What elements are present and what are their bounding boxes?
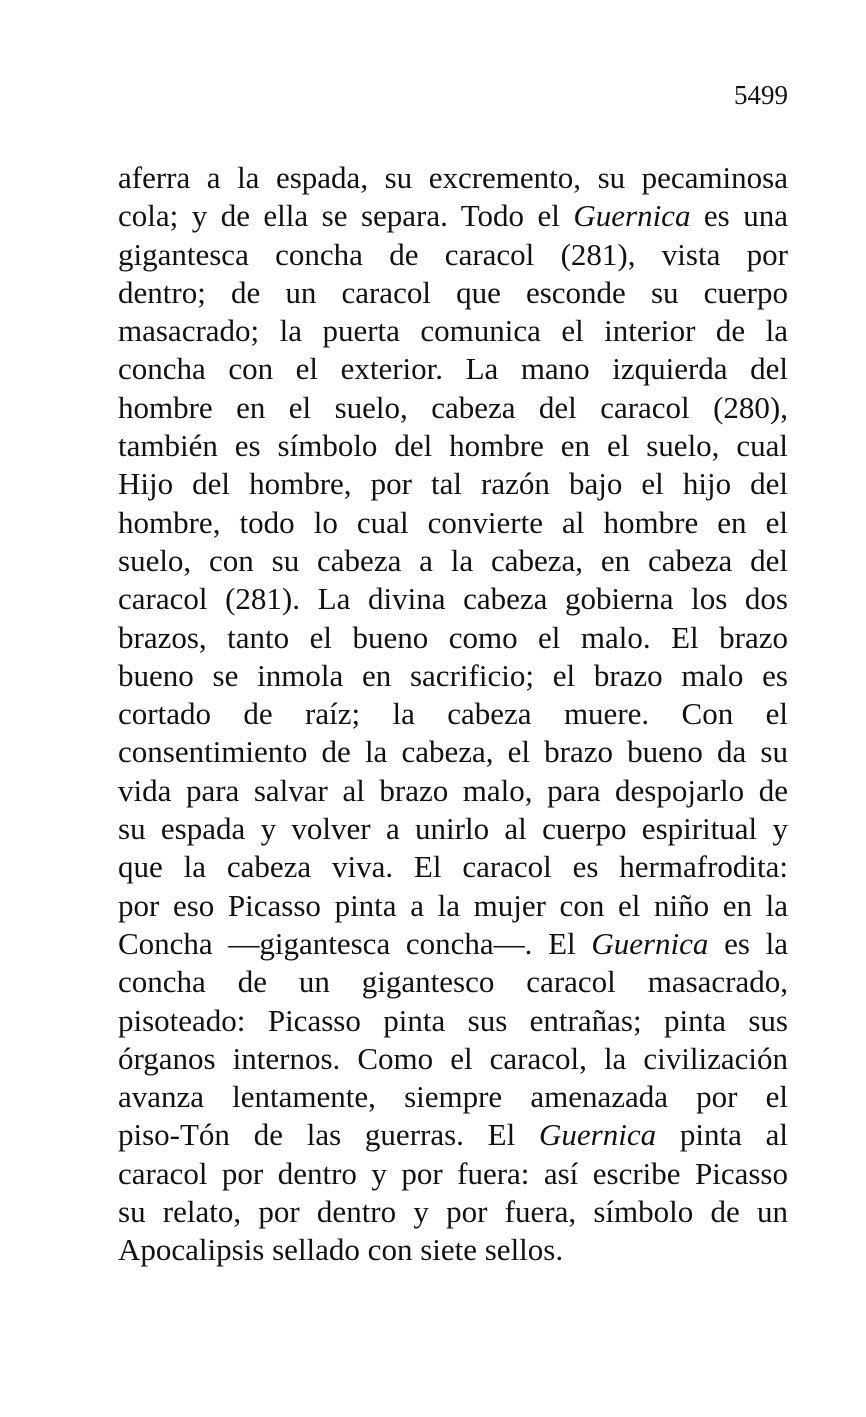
text-segment: aferra a la espada, su excremento, su pecaminosa xyxy=(118,160,788,195)
text-segment: bueno se inmola en sacrificio; el brazo malo es xyxy=(118,657,788,693)
text-line xyxy=(118,1078,788,1116)
italic-title: Guernica xyxy=(591,925,709,961)
text-segment: por eso Picasso pinta a la mujer con el niño en la xyxy=(118,887,788,923)
text-line xyxy=(118,197,788,235)
text-line xyxy=(118,695,788,733)
text-line xyxy=(118,542,788,580)
text-segment: caracol por dentro y por fuera: así escribe Picasso xyxy=(118,1155,788,1191)
italic-title: Guernica xyxy=(573,198,691,234)
text-line xyxy=(118,580,788,618)
text-segment: piso-Tón de las guerras. El xyxy=(118,1117,539,1153)
text-line xyxy=(118,236,788,274)
text-line xyxy=(118,772,788,810)
text-line xyxy=(118,963,788,1001)
text-segment: avanza lentamente, siempre amenazada por el xyxy=(118,1079,788,1115)
text-segment: su relato, por dentro y por fuera, símbolo de un xyxy=(118,1194,788,1230)
text-line xyxy=(118,465,788,503)
text-line xyxy=(118,312,788,350)
text-segment: hombre, todo lo cual convierte al hombre en el xyxy=(118,504,788,540)
text-segment: es la xyxy=(708,925,788,961)
text-line xyxy=(118,1155,788,1193)
text-line xyxy=(118,887,788,925)
body-paragraph xyxy=(118,159,788,1270)
text-line xyxy=(118,1231,788,1269)
text-line xyxy=(118,389,788,427)
italic-title: Guernica xyxy=(539,1117,657,1153)
text-segment: gigantesca concha de caracol (281), vista por xyxy=(118,236,788,272)
text-line xyxy=(118,733,788,771)
text-line xyxy=(118,1002,788,1040)
text-segment: vida para salvar al brazo malo, para despojarlo de xyxy=(118,772,788,808)
text-segment: brazos, tanto el bueno como el malo. El brazo xyxy=(118,619,788,655)
text-segment: órganos internos. Como el caracol, la civilización xyxy=(118,1040,788,1076)
text-line xyxy=(118,1040,788,1078)
text-segment: consentimiento de la cabeza, el brazo bueno da su xyxy=(118,734,788,770)
text-segment: concha de un gigantesco caracol masacrado, xyxy=(118,964,788,1000)
text-segment: dentro; de un caracol que esconde su cuerpo xyxy=(118,274,788,310)
page-number: 5499 xyxy=(734,80,788,110)
text-segment: suelo, con su cabeza a la cabeza, en cabeza del xyxy=(118,542,788,578)
text-segment: cola; y de ella se separa. Todo el xyxy=(118,198,574,234)
text-line xyxy=(118,350,788,388)
text-line xyxy=(118,657,788,695)
text-line xyxy=(118,848,788,886)
text-line xyxy=(118,159,788,197)
text-segment: hombre en el suelo, cabeza del caracol (280), xyxy=(118,389,788,425)
text-segment: pisoteado: Picasso pinta sus entrañas; pinta sus xyxy=(118,1002,788,1038)
text-line xyxy=(118,274,788,312)
text-line xyxy=(118,427,788,465)
text-segment: caracol (281). La divina cabeza gobierna los dos xyxy=(118,581,788,617)
text-line xyxy=(118,619,788,657)
text-segment: cortado de raíz; la cabeza muere. Con el xyxy=(118,696,788,732)
text-line xyxy=(118,925,788,963)
text-segment: su espada y volver a unirlo al cuerpo espiritual y xyxy=(118,811,788,847)
text-line xyxy=(118,504,788,542)
text-line xyxy=(118,1116,788,1154)
text-segment: concha con el exterior. La mano izquierda del xyxy=(118,351,788,387)
text-segment: Concha —gigantesca concha—. El xyxy=(118,925,592,961)
text-line xyxy=(118,1193,788,1231)
text-segment: también es símbolo del hombre en el suelo, cual xyxy=(118,428,788,464)
text-segment: que la cabeza viva. El caracol es hermafrodita: xyxy=(118,849,788,885)
text-segment: es una xyxy=(690,198,788,234)
text-segment: Hijo del hombre, por tal razón bajo el hijo del xyxy=(118,466,788,502)
text-segment: pinta al xyxy=(656,1117,788,1153)
text-segment: masacrado; la puerta comunica el interior de la xyxy=(118,313,788,349)
text-segment: Apocalipsis sellado con siete sellos. xyxy=(118,1232,564,1268)
text-line xyxy=(118,810,788,848)
